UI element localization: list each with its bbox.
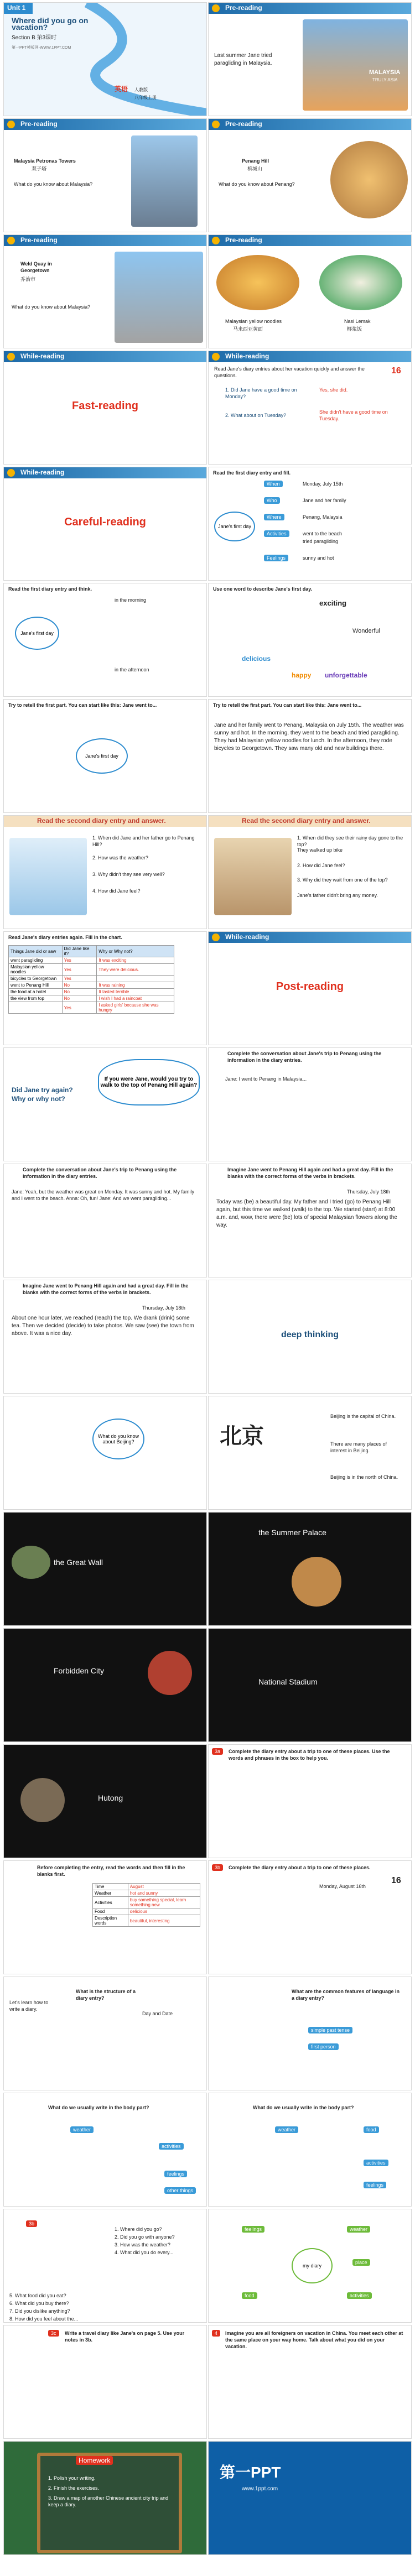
fact-2: There are many places of interest in Beijing. (330, 1441, 387, 1453)
place-label: National Stadium (258, 1677, 318, 1686)
task-title: Before completing the entry, read the words and then fill in the blanks first. (37, 1865, 185, 1877)
table-row: went paragliding Yes It was exciting (9, 957, 174, 964)
diary-body: Today was (be) a beautiful day. My father and I tried (go) to Penang Hill again, but this time we walked (walk) to the top. We started (start) at 8:00 a.m. and, wow, there were (be) lots of special Malaysian flowers along the way. (216, 1199, 397, 1228)
label-feelings: Feelings (264, 555, 288, 561)
ppt-source: 第一PPT模板网-WWW.1PPT.COM (12, 46, 71, 50)
branch-place: place (352, 2259, 370, 2266)
brand-url: www.1ppt.com (242, 2486, 278, 2492)
label-activities: Activities (264, 530, 289, 537)
sun-icon (7, 121, 15, 128)
intro-line-2: paragliding in Malaysia. (214, 60, 272, 66)
slide-26[interactable] (208, 1396, 412, 1510)
conversation-line: Jane: I went to Penang in Malaysia... (225, 1076, 307, 1082)
food-2-cn: 椰浆饭 (347, 326, 362, 332)
question: What do you know about Malaysia? (14, 181, 93, 187)
diary-body: About one hour later, we reached (reach) the top. We drank (drink) some tea. Then we decided (decide) to take photos. We saw (see) the town from above. It was a nice day. (12, 1315, 194, 1337)
conversation-body: Jane: Yeah, but the weather was great on Monday. It was sunny and hot. My family and I went to the beach. Anna: Oh, fun! Jane: And we went paragliding... (12, 1189, 195, 1201)
summer-palace-photo (292, 1557, 341, 1607)
slide-7[interactable] (3, 351, 207, 465)
diary-illustration (9, 838, 87, 915)
grade-label: 八年级上册 (134, 95, 157, 100)
label-tense: simple past tense (308, 2027, 352, 2033)
diary-date: Thursday, July 18th (347, 1189, 390, 1195)
slide-17[interactable] (3, 931, 207, 1045)
task-title: Imagine you are all foreigners on vacation in China. You meet each other at the same place on your way home. Talk about what you did on your vacation. (225, 2330, 403, 2349)
slide-19[interactable] (3, 1047, 207, 1161)
slide-6[interactable] (208, 234, 412, 348)
slide-42[interactable] (208, 2325, 412, 2439)
task-title: Imagine Jane went to Penang Hill again and had a great day. Fill in the blanks with the correct forms of the verbs in brackets. (227, 1167, 393, 1179)
table-row: the view from top No I wish I had a raincoat (9, 995, 174, 1002)
word-unforgettable: unforgettable (325, 671, 367, 679)
place-name-cn: 乔治市 (20, 277, 36, 282)
fact-1: Beijing is the capital of China. (330, 1414, 396, 1419)
task-title: Read the first diary entry and fill. (213, 470, 291, 476)
value-where: Penang, Malaysia (303, 514, 343, 520)
edition-label: 人教版 (134, 87, 148, 92)
place-label: Forbidden City (54, 1666, 105, 1675)
table-row: Malaysian yellow noodles Yes They were delicious. (9, 964, 174, 976)
center-bubble: Jane's first day (76, 738, 128, 774)
thought-bubble: If you were Jane, would you try to walk to the top of Penang Hill again? (98, 1059, 200, 1106)
slide-10[interactable] (208, 467, 412, 581)
slide-25[interactable] (3, 1396, 207, 1510)
sun-icon (212, 934, 220, 941)
label-activities: activities (364, 2160, 388, 2166)
intro-line-1: Last summer Jane tried (214, 53, 272, 59)
section-title: Fast-reading (71, 400, 139, 412)
task-tag: 3a (212, 1748, 223, 1755)
answer-3: Jane's father didn't bring any money. (297, 893, 378, 898)
question-4: 4. What did you do every... (115, 2250, 174, 2255)
slide-15[interactable] (3, 815, 207, 929)
section-label: Section B 第3课时 (12, 35, 57, 41)
question-1: 1. When did they see their rainy day gone to the top? (297, 835, 403, 847)
question-2: 2. What about on Tuesday? (225, 413, 287, 418)
label-food: food (364, 2126, 379, 2133)
homework-2: 2. Finish the exercises. (48, 2485, 100, 2491)
branch-weather: weather (347, 2226, 370, 2233)
slide-18[interactable] (208, 931, 412, 1045)
great-wall-photo (12, 1546, 50, 1579)
slide-13[interactable] (3, 699, 207, 813)
task-title: Try to retell the first part. You can start like this: Jane went to... (8, 702, 157, 708)
section-title: Post-reading (276, 981, 344, 993)
label-activities: activities (159, 2143, 184, 2150)
value-act-1: went to the beach (303, 531, 343, 536)
slide-41[interactable] (3, 2325, 207, 2439)
slide-27[interactable] (3, 1512, 207, 1626)
question-1: 1. Did Jane have a good time on Monday? (225, 387, 297, 399)
question: What do we usually write in the body part? (48, 2105, 149, 2110)
brand-logo: 第一PPT (220, 2464, 281, 2481)
branch-activities: activities (347, 2292, 372, 2299)
section-title: deep thinking (281, 1330, 339, 1339)
calendar-number: 16 (391, 1876, 401, 1885)
question-5: 5. What food did you eat? (9, 2293, 66, 2298)
homework-title: Homework (76, 2456, 113, 2465)
question-1: Did Jane try again? (12, 1086, 73, 1094)
slide-4[interactable] (208, 118, 412, 232)
learn-tag: Let's learn how to write a diary. (9, 2000, 49, 2012)
homework-3: 3. Draw a map of another Chinese ancient city trip and keep a diary. (48, 2495, 169, 2507)
center-bubble: Jane's first day (15, 617, 59, 650)
task-title: Read the first diary entry and think. (8, 586, 92, 592)
fact-3: Beijing is in the north of China. (330, 1474, 398, 1480)
question-8: 8. How did you feel about the... (9, 2316, 79, 2322)
slide-30[interactable] (208, 1628, 412, 1742)
slide-2[interactable] (208, 2, 412, 116)
answer-1: They walked up bike (297, 847, 343, 853)
task-title: Complete the conversation about Jane's trip to Penang using the information in the diary entries. (227, 1051, 382, 1063)
task-tag: 3b (212, 1864, 223, 1871)
slide-header: While-reading (209, 351, 411, 362)
yellow-noodles-photo (216, 255, 299, 310)
slide-36[interactable] (208, 1977, 412, 2090)
task-title: Complete the conversation about Jane's trip to Penang using the information in the diary entries. (23, 1167, 177, 1179)
word-wonderful: Wonderful (352, 628, 380, 634)
homework-1: 1. Polish your writing. (48, 2475, 96, 2481)
hutong-photo (20, 1778, 65, 1822)
slide-header: While-reading (4, 467, 206, 478)
slide-29[interactable] (3, 1628, 207, 1742)
question-2: 2. How was the weather? (92, 855, 149, 861)
question-3: 3. Why didn't they see very well? (92, 872, 165, 877)
sun-icon (7, 237, 15, 244)
answer-2: She didn't have a good time on Tuesday. (319, 409, 388, 421)
chart-table (8, 945, 174, 1014)
retell-body: Jane and her family went to Penang, Malaysia on July 15th. The weather was sunny and hot. In the morning, they went to the beach and tried paragliding. They had Malaysian yellow noodles for lunch. In the afternoon, they rode bicycles to Georgetown. They saw many old and new buildings there. (214, 722, 404, 752)
place-name-cn: 双子塔 (32, 166, 47, 171)
slide-40[interactable] (208, 2209, 412, 2323)
question-2: 2. Did you go with anyone? (115, 2234, 175, 2240)
section-title: Careful-reading (64, 516, 146, 528)
question: What do we usually write in the body part? (253, 2105, 354, 2110)
beijing-calligraphy: 北京 (220, 1424, 264, 1448)
slide-43[interactable] (3, 2441, 207, 2555)
subject-label: 英语 (115, 85, 128, 93)
task-tag: 3b (26, 2220, 37, 2227)
malaysia-logo-sub: TRULY ASIA (372, 77, 398, 82)
answer-1: Yes, she did. (319, 387, 348, 393)
slide-21[interactable] (3, 1164, 207, 1277)
question-4: 4. How did Jane feel? (92, 888, 141, 894)
table-row: Yes I asked girls' because she was hungry (9, 1002, 174, 1014)
slide-header: Pre-reading (4, 119, 206, 130)
question-1: 1. When did Jane and her father go to Penang Hill? (92, 835, 195, 847)
label-person: first person (308, 2043, 339, 2050)
slide-31[interactable] (3, 1744, 207, 1858)
notes-table: Time August Weather hot and sunny Activities buy something special, learn something new Food delicious Description words beautiful, interesting (92, 1883, 200, 1927)
question: What is the structure of a diary entry? (76, 1989, 136, 2001)
label-feelings: feelings (164, 2171, 187, 2177)
slide-20[interactable] (208, 1047, 412, 1161)
table-row: bicycles to Georgetown Yes (9, 976, 174, 982)
slide-header: Pre-reading (209, 235, 411, 246)
task-title: Use one word to describe Jane's first day. (213, 586, 313, 592)
sun-icon (7, 469, 15, 477)
sun-icon (212, 121, 220, 128)
slide-header: Read the second diary entry and answer. (4, 816, 206, 827)
slide-28[interactable] (208, 1512, 412, 1626)
question-2: Why or why not? (12, 1095, 65, 1103)
table-row: the food at a hotel No It tasted terrible (9, 989, 174, 995)
calendar-number: 16 (391, 366, 401, 376)
diary-date: Thursday, July 18th (142, 1305, 185, 1311)
slide-header: While-reading (209, 932, 411, 943)
food-1-cn: 马来西亚黄面 (233, 326, 263, 332)
cloud-bubble: What do you know about Beijing? (92, 1419, 144, 1459)
slide-39[interactable] (3, 2209, 207, 2323)
value-act-2: tried paragliding (303, 539, 339, 544)
river-decor-icon (4, 3, 207, 116)
slide-header: Pre-reading (209, 119, 411, 130)
label-when: When (264, 481, 283, 487)
slide-9[interactable] (3, 467, 207, 581)
sun-icon (212, 237, 220, 244)
branch-afternoon: in the afternoon (115, 667, 149, 672)
sun-icon (212, 353, 220, 361)
instruction: Read Jane's diary entries about her vacation quickly and answer the questions. (214, 366, 365, 378)
question-1: 1. Where did you go? (115, 2226, 162, 2232)
unit-badge: Unit 1 (4, 3, 33, 14)
slide-header: Pre-reading (4, 235, 206, 246)
slide-34[interactable] (208, 1860, 412, 1974)
question-3: 3. Why did they wait from one of the top? (297, 877, 388, 883)
label-weather: weather (275, 2126, 298, 2133)
slide-header: Pre-reading (209, 3, 411, 14)
place-label: Hutong (98, 1793, 123, 1802)
place-name-cn: 槟城山 (247, 166, 263, 171)
slide-11[interactable] (3, 583, 207, 697)
place-name: Malaysia Petronas Towers (14, 158, 76, 164)
slide-37[interactable] (3, 2093, 207, 2207)
task-title: Imagine Jane went to Penang Hill again and had a great day. Fill in the blanks with the correct forms of the verbs in brackets. (23, 1283, 189, 1295)
task-title: Try to retell the first part. You can start like this: Jane went to... (213, 702, 362, 708)
word-delicious: delicious (242, 655, 271, 663)
slide-24[interactable] (208, 1280, 412, 1394)
malaysia-logo: MALAYSIA (369, 69, 401, 76)
label-weather: weather (70, 2126, 94, 2133)
label-feelings: feelings (364, 2182, 386, 2188)
th-things: Things Jane did or saw (9, 946, 63, 957)
place-label: the Great Wall (54, 1558, 103, 1567)
slide-header: While-reading (4, 351, 206, 362)
question-2: 2. How did Jane feel? (297, 863, 345, 868)
label-where: Where (264, 514, 284, 520)
slide-8[interactable] (208, 351, 412, 465)
question: What are the common features of language in a diary entry? (292, 1989, 400, 2001)
branch-feelings: feelings (242, 2226, 264, 2233)
center-bubble: my diary (292, 2248, 333, 2283)
value-who: Jane and her family (303, 498, 346, 503)
question: What do you know about Penang? (219, 181, 295, 187)
word-happy: happy (292, 671, 312, 679)
center-bubble: Jane's first day (214, 512, 255, 541)
slide-14[interactable] (208, 699, 412, 813)
branch-morning: in the morning (115, 597, 147, 603)
task-tag: 3c (48, 2330, 59, 2337)
slide-23[interactable] (3, 1280, 207, 1394)
hill-illustration (214, 838, 292, 915)
slide-header: Read the second diary entry and answer. (209, 816, 411, 827)
task-title: Read Jane's diary entries again. Fill in the chart. (8, 935, 122, 940)
place-name: Weld Quay in Georgetown (20, 261, 52, 273)
food-2-label: Nasi Lemak (344, 319, 371, 324)
slide-33[interactable] (3, 1860, 207, 1974)
task-tag: 4 (212, 2330, 220, 2337)
task-title: Complete the diary entry about a trip to one of these places. (229, 1865, 371, 1870)
diary-date: Monday, August 16th (319, 1884, 366, 1889)
table-row: went to Penang Hill No It was raining (9, 982, 174, 989)
question-3: 3. How was the weather? (115, 2242, 171, 2248)
slide-1[interactable] (3, 2, 207, 116)
sun-icon (212, 4, 220, 12)
food-1-label: Malaysian yellow noodles (225, 319, 282, 324)
question-6: 6. What did you buy there? (9, 2301, 69, 2306)
word-exciting: exciting (319, 599, 347, 607)
slide-5[interactable] (3, 234, 207, 348)
penang-hill-photo (330, 141, 408, 218)
th-like: Did Jane like it? (62, 946, 97, 957)
kl-skyline-photo (303, 19, 408, 111)
question: What do you know about Malaysia? (12, 304, 91, 310)
slide-3[interactable] (3, 118, 207, 232)
weld-quay-photo (115, 252, 203, 343)
label-date: Day and Date (142, 2011, 173, 2016)
slide-22[interactable] (208, 1164, 412, 1277)
slide-16[interactable] (208, 815, 412, 929)
label-who: Who (264, 497, 280, 504)
task-title: Write a travel diary like Jane's on page 5. Use your notes in 3b. (65, 2330, 185, 2343)
branch-food: food (242, 2292, 257, 2299)
value-when: Monday, July 15th (303, 481, 343, 487)
slide-12[interactable] (208, 583, 412, 697)
value-feelings: sunny and hot (303, 555, 334, 561)
slide-38[interactable] (208, 2093, 412, 2207)
slide-44[interactable] (208, 2441, 412, 2555)
petronas-towers-photo (131, 135, 198, 227)
label-other: other things (164, 2187, 196, 2194)
task-title: Complete the diary entry about a trip to one of these places. Use the words and phrases in the box to help you. (229, 1749, 390, 1761)
slide-35[interactable] (3, 1977, 207, 2090)
th-why: Why or Why not? (97, 946, 174, 957)
nasi-lemak-photo (319, 255, 402, 310)
sun-icon (7, 353, 15, 361)
forbidden-city-photo (148, 1651, 192, 1695)
question-7: 7. Did you dislike anything? (9, 2308, 70, 2314)
slide-32[interactable] (208, 1744, 412, 1858)
place-name: Penang Hill (242, 158, 269, 164)
slide-title: Where did you go on vacation? (12, 16, 89, 32)
place-label: the Summer Palace (258, 1528, 326, 1537)
